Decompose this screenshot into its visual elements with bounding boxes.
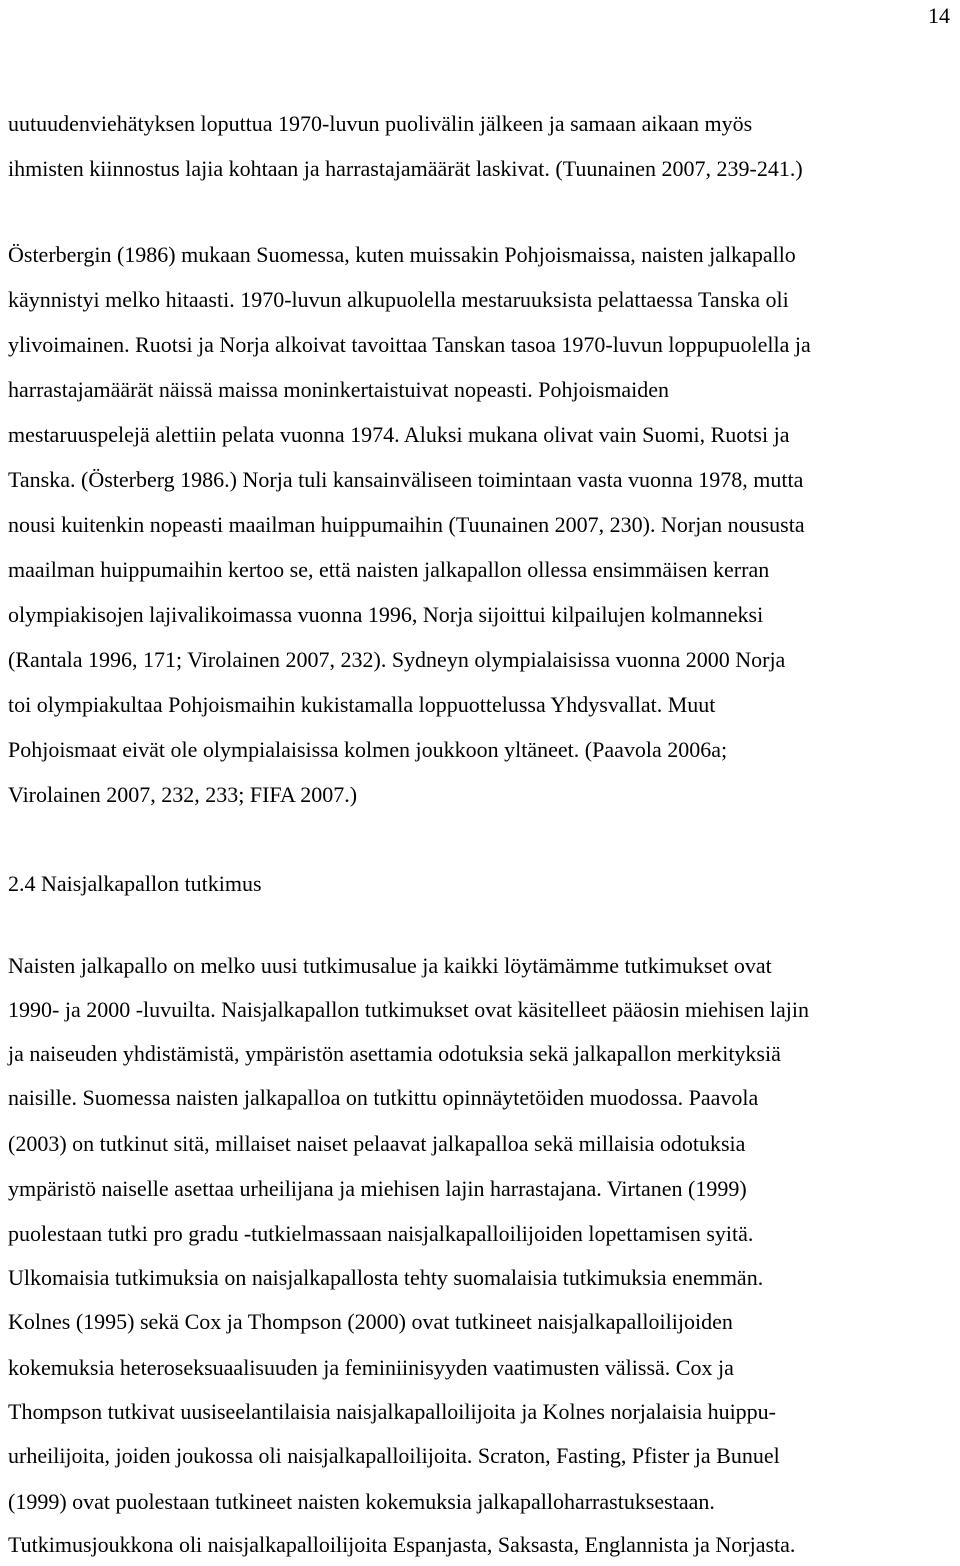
text-line: (2003) on tutkinut sitä, millaiset naiset pelaavat jalkapalloa sekä millaisia odotuksia [8,1131,746,1156]
text-line: (1999) ovat puolestaan tutkineet naisten kokemuksia jalkapalloharrastuksestaan. [8,1489,715,1514]
text-line: harrastajamäärät näissä maissa moninkertaistuivat nopeasti. Pohjoismaiden [8,377,670,402]
text-line: ylivoimainen. Ruotsi ja Norja alkoivat tavoittaa Tanskan tasoa 1970-luvun loppupuolella ja [8,332,811,357]
text-line: Pohjoismaat eivät ole olympialaisissa kolmen joukkoon yltäneet. (Paavola 2006a; [8,737,728,762]
text-line: Österbergin (1986) mukaan Suomessa, kuten muissakin Pohjoismaissa, naisten jalkapallo [8,242,796,267]
text-line: Tanska. (Österberg 1986.) Norja tuli kansainväliseen toimintaan vasta vuonna 1978, mutta [8,467,804,492]
page-number: 14 [928,3,950,28]
text-line: uutuudenviehätyksen loputtua 1970-luvun puolivälin jälkeen ja samaan aikaan myös [8,111,753,136]
text-line: ympäristö naiselle asettaa urheilijana ja miehisen lajin harrastajana. Virtanen (1999) [8,1176,747,1201]
text-line: nousi kuitenkin nopeasti maailman huippumaihin (Tuunainen 2007, 230). Norjan noususta [8,512,805,537]
text-line: Kolnes (1995) sekä Cox ja Thompson (2000) ovat tutkineet naisjalkapalloilijoiden [8,1309,733,1334]
text-line: kokemuksia heteroseksuaalisuuden ja feminiinisyyden vaatimusten välissä. Cox ja [8,1355,734,1380]
section-heading: 2.4 Naisjalkapallon tutkimus [8,871,262,896]
text-line: ihmisten kiinnostus lajia kohtaan ja harrastajamäärät laskivat. (Tuunainen 2007, 239-241.) [8,156,803,181]
text-line: puolestaan tutki pro gradu -tutkielmassaan naisjalkapalloilijoiden lopettamisen syitä. [8,1221,754,1246]
text-line: (Rantala 1996, 171; Virolainen 2007, 232). Sydneyn olympialaisissa vuonna 2000 Norja [8,647,786,672]
text-line: maailman huippumaihin kertoo se, että naisten jalkapallon ollessa ensimmäisen kerran [8,557,770,582]
text-line: Naisten jalkapallo on melko uusi tutkimusalue ja kaikki löytämämme tutkimukset ovat [8,953,772,978]
text-line: Thompson tutkivat uusiseelantilaisia naisjalkapalloilijoita ja Kolnes norjalaisia huippu- [8,1399,777,1424]
text-line: Tutkimusjoukkona oli naisjalkapalloilijoita Espanjasta, Saksasta, Englannista ja Norjasta. [8,1532,796,1557]
text-line: 1990- ja 2000 -luvuilta. Naisjalkapallon tutkimukset ovat käsitelleet pääosin miehisen lajin [8,997,809,1022]
text-line: mestaruuspelejä alettiin pelata vuonna 1974. Aluksi mukana olivat vain Suomi, Ruotsi ja [8,422,790,447]
text-line: olympiakisojen lajivalikoimassa vuonna 1996, Norja sijoittui kilpailujen kolmanneksi [8,602,764,627]
text-line: käynnistyi melko hitaasti. 1970-luvun alkupuolella mestaruuksista pelattaessa Tanska oli [8,287,789,312]
text-line: Virolainen 2007, 232, 233; FIFA 2007.) [8,782,358,807]
text-line: naisille. Suomessa naisten jalkapalloa on tutkittu opinnäytetöiden muodossa. Paavola [8,1085,759,1110]
text-line: toi olympiakultaa Pohjoismaihin kukistamalla loppuottelussa Yhdysvallat. Muut [8,692,716,717]
text-line: ja naiseuden yhdistämistä, ympäristön asettamia odotuksia sekä jalkapallon merkityksiä [8,1041,781,1066]
text-line: urheilijoita, joiden joukossa oli naisjalkapalloilijoita. Scraton, Fasting, Pfister ja Bunuel [8,1443,780,1468]
text-line: Ulkomaisia tutkimuksia on naisjalkapallosta tehty suomalaisia tutkimuksia enemmän. [8,1265,764,1290]
